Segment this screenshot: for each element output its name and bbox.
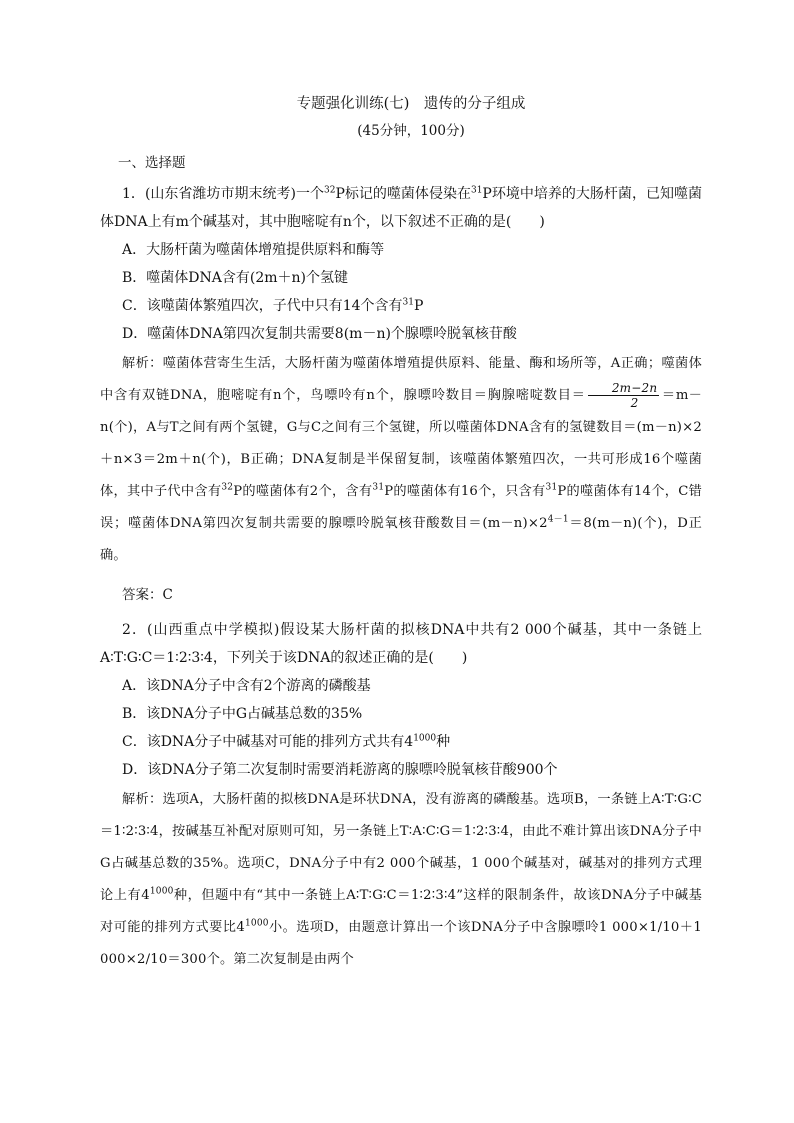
question-1-number: 1． <box>122 186 145 202</box>
question-1 <box>100 180 702 610</box>
question-1-stem <box>100 180 702 236</box>
page-subtitle: (45分钟，100分) <box>357 123 465 139</box>
isotope-superscript: 32 <box>324 185 336 196</box>
fraction-denominator: 2 <box>630 396 639 410</box>
isotope-superscript: 31 <box>545 482 558 493</box>
question-1-stem-part: P环境中培养的大肠杆菌，已知噬菌体DNA上有m个碱基对，其中胞嘧啶有n个，以下叙述不正确的是( ) <box>100 186 702 230</box>
question-1-analysis <box>100 348 702 572</box>
exponent-superscript: 4－1 <box>547 514 569 525</box>
analysis-text: 小。选项D，由题意计算出一个该DNA分子中含腺嘌呤1 000×1/10＋1 000×2/10＝300个。第二次复制是由两个 <box>100 920 702 967</box>
question-2 <box>100 616 702 976</box>
question-1-option-a: A．大肠杆菌为噬菌体增殖提供原料和酶等 <box>122 242 385 258</box>
analysis-text: P的噬菌体有14个，C错误；噬菌体DNA第四次复制共需要的腺嘌呤脱氧核苷酸数目＝(m－n)×2 <box>100 484 702 531</box>
isotope-superscript: 31 <box>402 297 414 308</box>
question-1-stem-part: 一个 <box>295 186 324 202</box>
question-2-analysis <box>100 784 702 976</box>
fraction-numerator: 2m−2n <box>588 381 659 396</box>
analysis-text: 选项A，大肠杆菌的拟核DNA是环状DNA，没有游离的磷酸基。选项B，一条链上A∶T∶G∶C＝1∶2∶3∶4，按碱基互补配对原则可知，另一条链上T∶A∶C∶G＝1∶2∶3∶4，由此不难计算出该DNA分子中G占碱基总数的35%。选项C，DNA分子中有2 000个碱基，1 000个碱基对，碱基对的排列方式理论上有4 <box>100 792 702 903</box>
analysis-label: 解析： <box>122 792 163 807</box>
question-2-stem-part: 假设某大肠杆菌的拟核DNA中共有2 000个碱基，其中一条链上A∶T∶G∶C＝1∶2∶3∶4，下列关于该DNA的叙述正确的是( ) <box>100 622 702 666</box>
option-text: C．该DNA分子中碱基对可能的排列方式共有4 <box>122 734 414 750</box>
exponent-superscript: 1000 <box>413 733 437 744</box>
analysis-label: 解析： <box>122 356 163 371</box>
exponent-superscript: 1000 <box>149 886 174 897</box>
isotope-superscript: 31 <box>470 185 483 196</box>
isotope-superscript: 31 <box>372 482 385 493</box>
question-2-option-a: A．该DNA分子中含有2个游离的磷酸基 <box>122 678 371 694</box>
option-text: C．该噬菌体繁殖四次，子代中只有14个含有 <box>122 298 403 314</box>
analysis-text: ＝m－n(个)，A与T之间有两个氢键，G与C之间有三个氢键，所以噬菌体DNA含有的氢键数目＝(m－n)×2＋n×3＝2m＋n(个)，B正确；DNA复制是半保留复制，该噬菌体繁殖四次，一共可形成16个噬菌体，其中子代中含有 <box>100 388 702 499</box>
question-1-source: (山东省潍坊市期末统考) <box>144 186 296 202</box>
question-1-option-c <box>122 292 702 320</box>
question-2-number: 2． <box>122 622 147 638</box>
question-2-option-d: D．该DNA分子第二次复制时需要消耗游离的腺嘌呤脱氧核苷酸900个 <box>122 762 558 778</box>
question-2-option-c <box>122 728 702 756</box>
analysis-text: 噬菌体营寄生生活，大肠杆菌为噬菌体增殖提供原料、能量、酶和场所等，A正确；噬菌体中含有双链DNA，胞嘧啶有n个，鸟嘌呤有n个，腺嘌呤数目＝胸腺嘧啶数目＝ <box>100 356 702 403</box>
question-2-stem <box>100 616 702 672</box>
analysis-text: P的噬菌体有16个，只含有 <box>384 484 546 499</box>
question-1-option-b: B．噬菌体DNA含有(2m＋n)个氢键 <box>122 270 348 286</box>
fraction <box>588 381 659 410</box>
question-1-option-d: D．噬菌体DNA第四次复制共需要8(m－n)个腺嘌呤脱氧核苷酸 <box>122 326 517 342</box>
section-heading: 一、选择题 <box>118 155 186 171</box>
question-2-option-b: B．该DNA分子中G占碱基总数的35% <box>122 706 363 722</box>
option-text: 种 <box>436 734 451 750</box>
isotope-superscript: 32 <box>221 482 234 493</box>
question-1-stem-part: P标记的噬菌体侵染在 <box>335 186 471 202</box>
question-2-source: (山西重点中学模拟) <box>147 622 280 638</box>
analysis-text: 种，但题中有“其中一条链上A∶T∶G∶C＝1∶2∶3∶4”这样的限制条件，故该DNA分子中碱基对可能的排列方式要比4 <box>100 888 702 935</box>
analysis-text: P的噬菌体有2个，含有 <box>233 484 373 499</box>
page-title: 专题强化训练(七) 遗传的分子组成 <box>296 96 526 112</box>
exponent-superscript: 1000 <box>244 918 269 929</box>
analysis-text: ＝8(m－n)(个)，D正确。 <box>100 516 702 563</box>
question-1-answer: 答案：C <box>122 587 173 603</box>
option-text: P <box>413 298 424 314</box>
